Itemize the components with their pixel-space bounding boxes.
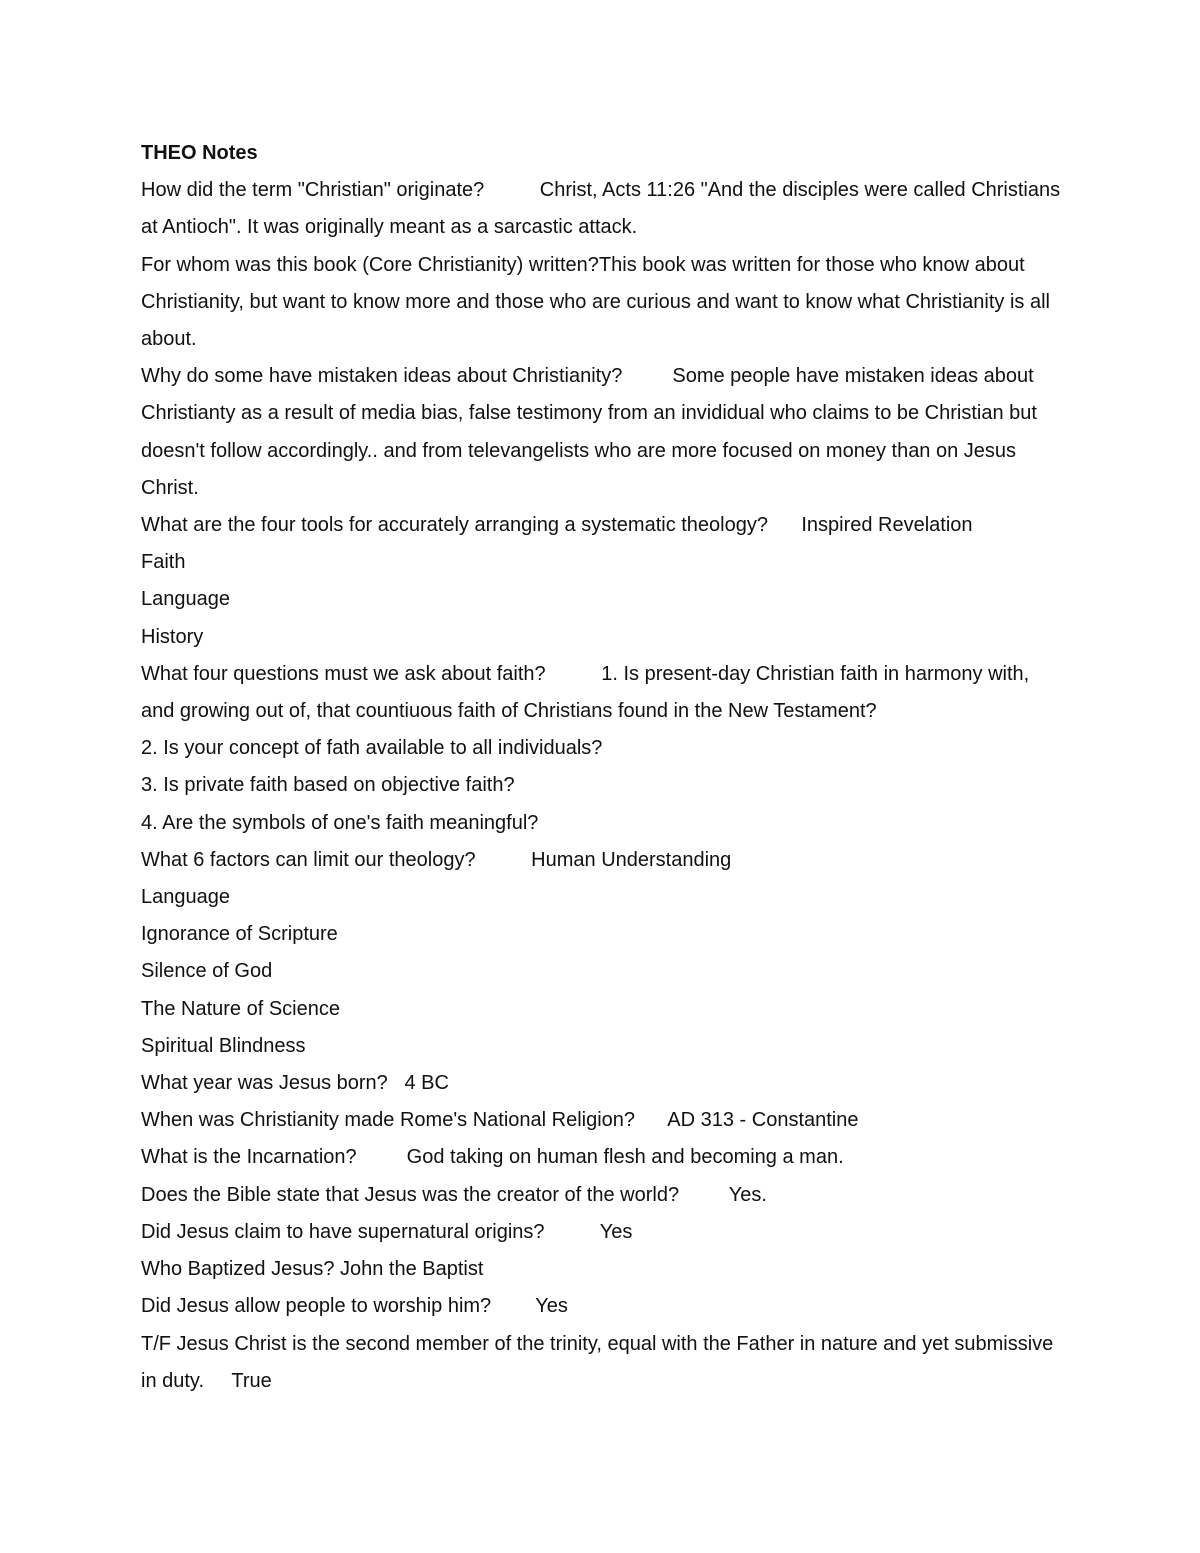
note-paragraph: How did the term "Christian" originate? Christ, Acts 11:26 "And the disciples were called Christians at Antioch". It was originally meant as a sarcastic attack.	[141, 179, 1066, 239]
note-list-item: Language	[141, 886, 230, 909]
note-list-item: The Nature of Science	[141, 997, 340, 1020]
note-list-item: Ignorance of Scripture	[141, 923, 338, 946]
note-paragraph: When was Christianity made Rome's National Religion? AD 313 - Constantine	[141, 1109, 859, 1132]
note-list-item: 2. Is your concept of fath available to all individuals?	[141, 737, 603, 760]
note-list-item: Silence of God	[141, 960, 273, 983]
note-paragraph: What 6 factors can limit our theology? Human Understanding	[141, 848, 732, 871]
note-paragraph: Who Baptized Jesus? John the Baptist	[141, 1258, 484, 1281]
document-title: THEO Notes	[141, 142, 258, 164]
note-paragraph: Did Jesus allow people to worship him? Yes	[141, 1295, 568, 1318]
note-paragraph: What year was Jesus born? 4 BC	[141, 1072, 449, 1095]
note-list-item: Language	[141, 588, 230, 611]
note-list-item: Faith	[141, 551, 186, 574]
note-paragraph: What four questions must we ask about faith? 1. Is present-day Christian faith in harmony with, and growing out of, that countiuous faith of Christians found in the New Testament?	[141, 662, 1035, 723]
note-paragraph: What is the Incarnation? God taking on human flesh and becoming a man.	[141, 1146, 844, 1169]
note-paragraph: Why do some have mistaken ideas about Christianity? Some people have mistaken ideas about Christianty as a result of media bias, false testimony from an invididual who claims to be Christian but doesn't follow accordingly.. and from televangelists who are more focused on money than on Jesus Christ.	[141, 365, 1043, 499]
note-paragraph: For whom was this book (Core Christianity) written?This book was written for those who know about Christianity, but want to know more and those who are curious and want to know what Christianity is all about.	[141, 253, 1056, 351]
note-paragraph: T/F Jesus Christ is the second member of the trinity, equal with the Father in nature and yet submissive in duty. True	[141, 1332, 1059, 1392]
note-list-item: Spiritual Blindness	[141, 1034, 306, 1057]
note-paragraph: What are the four tools for accurately arranging a systematic theology? Inspired Revelation	[141, 514, 973, 537]
notes-body	[141, 135, 1066, 1400]
note-list-item: History	[141, 625, 204, 648]
note-list-item: 3. Is private faith based on objective faith?	[141, 774, 515, 797]
note-paragraph: Does the Bible state that Jesus was the creator of the world? Yes.	[141, 1183, 767, 1206]
note-paragraph: Did Jesus claim to have supernatural origins? Yes	[141, 1220, 633, 1243]
note-list-item: 4. Are the symbols of one's faith meaningful?	[141, 811, 539, 834]
